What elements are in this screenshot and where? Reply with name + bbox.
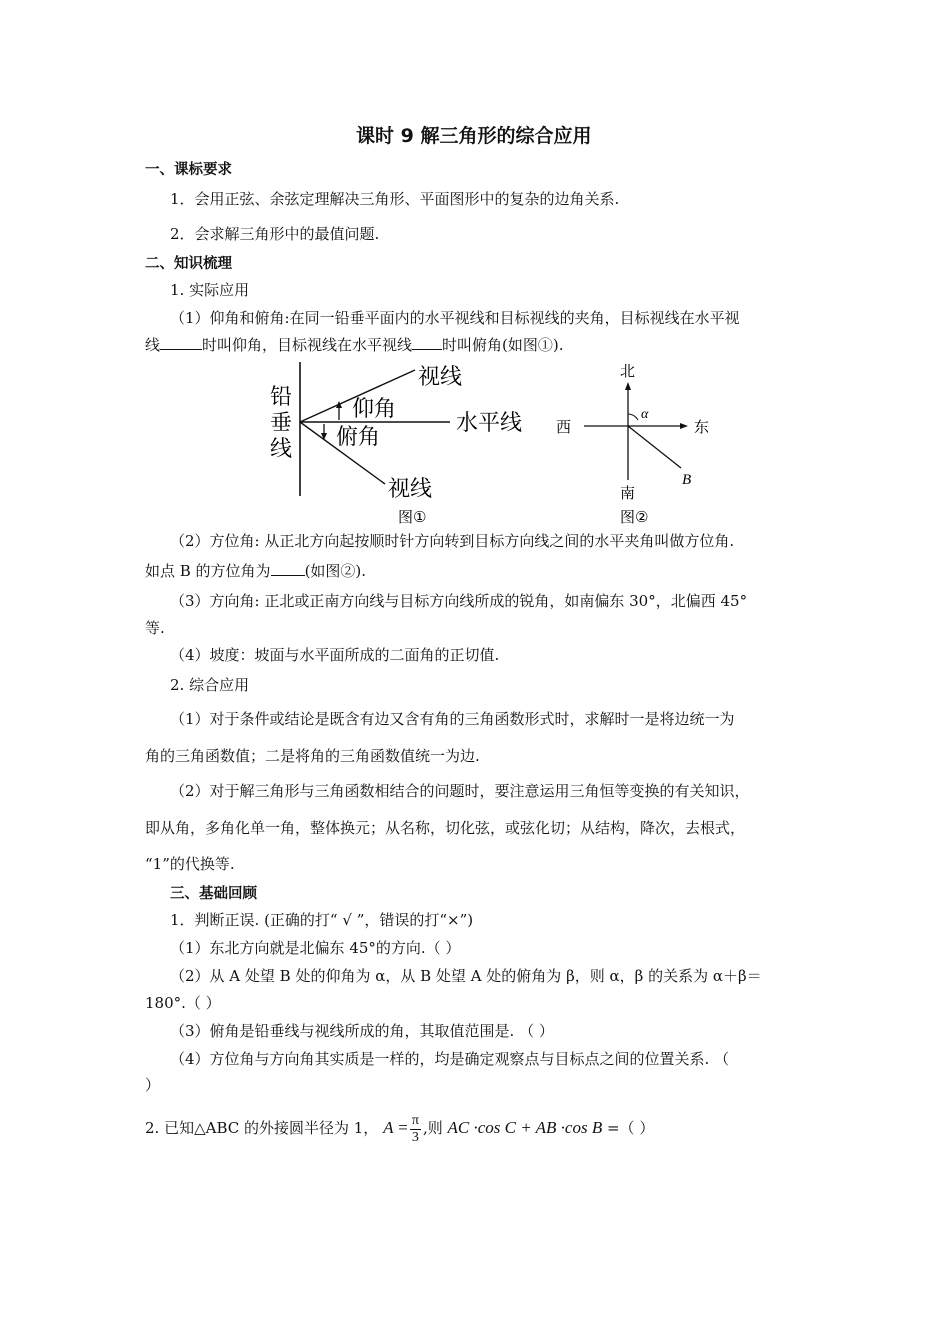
paragraph-slope: （4）坡度：坡面与水平面所成的二面角的正切值.	[170, 646, 500, 664]
paragraph-comp2-line2: 即从角，多角化单一角，整体换元；从名称，切化弦，或弦化切；从结构，降次，去根式，	[145, 819, 746, 837]
page-title: 课时 9 解三角形的综合应用	[356, 125, 592, 147]
paragraph-direction-line1: （3）方向角: 正北或正南方向线与目标方向线所成的锐角，如南偏东 30°，北偏西 45°	[170, 592, 748, 610]
subheading-comprehensive: 2. 综合应用	[170, 676, 250, 694]
requirement-item: 1．会用正弦、余弦定理解决三角形、平面图形中的复杂的边角关系.	[170, 190, 620, 208]
elevation-arrowhead	[336, 401, 342, 408]
question-1-1: （1）东北方向就是北偏东 45°的方向.（ ）	[170, 939, 461, 957]
east-label: 东	[694, 418, 710, 436]
direction-line-b	[628, 426, 681, 468]
west-label: 西	[556, 418, 572, 436]
alpha-arc	[628, 414, 638, 420]
depression-arrowhead	[321, 433, 327, 440]
requirement-item: 2．会求解三角形中的最值问题.	[170, 225, 380, 243]
alpha-label: α	[641, 407, 649, 422]
section-heading-knowledge: 二、知识梳理	[145, 256, 232, 272]
paragraph-direction-line2: 等.	[145, 619, 165, 637]
section-heading-review: 三、基础回顾	[170, 886, 257, 902]
fill-blank	[271, 561, 305, 576]
fill-blank	[160, 335, 202, 350]
paragraph-bearing-line2: 如点 B 的方位角为 (如图②).	[145, 562, 367, 580]
question-1-4-line2: ）	[145, 1076, 161, 1094]
math-expression: AC ·cos C + AB ·cos B	[447, 1118, 603, 1137]
elevation-label: 仰角	[352, 397, 397, 422]
figure-caption: 图①	[398, 508, 427, 526]
paragraph-comp2-line3: “1”的代换等.	[145, 855, 235, 873]
paragraph-bearing-line1: （2）方位角: 从正北方向起按顺时针方向转到目标方向线之间的水平夹角叫做方位角.	[170, 532, 735, 550]
horizontal-label: 水平线	[456, 411, 523, 436]
paragraph-elevation-line2: 线 时叫仰角，目标视线在水平视线 时叫俯角(如图①).	[145, 336, 564, 354]
north-arrowhead	[625, 382, 631, 390]
question-1-3: （3）俯角是铅垂线与视线所成的角，其取值范围是. （ ）	[170, 1022, 554, 1040]
figure-bearing	[548, 358, 728, 528]
paragraph-comp2-line1: （2）对于解三角形与三角函数相结合的问题时，要注意运用三角恒等变换的有关知识，	[170, 782, 750, 800]
section-heading-requirements: 一、课标要求	[145, 162, 232, 178]
vertical-label-1: 铅	[270, 385, 293, 410]
question-2: 2. 已知△ABC 的外接圆半径为 1， A = $\frac{\pi}{3}$ ,则 AC ·cos C + AB ·cos B =（ ）	[145, 1112, 655, 1145]
paragraph-comp1-line2: 角的三角函数值；二是将角的三角函数值统一为边.	[145, 747, 480, 765]
subheading-practical: 1. 实际应用	[170, 281, 250, 299]
question-1-4-line1: （4）方位角与方向角其实质是一样的，均是确定观察点与目标点之间的位置关系. （	[170, 1050, 730, 1068]
figure-caption: 图②	[620, 508, 649, 526]
paragraph-elevation-line1: （1）仰角和俯角:在同一铅垂平面内的水平视线和目标视线的夹角，目标视线在水平视	[170, 309, 740, 327]
question-1-2-line2: 180°.（ ）	[145, 994, 221, 1012]
fill-blank	[412, 335, 442, 350]
math-var-a: A	[383, 1118, 394, 1137]
point-b-label: B	[682, 472, 692, 488]
vertical-label-3: 线	[270, 437, 293, 462]
fraction-pi-over-3: $\frac{\pi}{3}$	[411, 1112, 419, 1145]
vertical-label-2: 垂	[270, 411, 293, 436]
sight-label-bottom: 视线	[388, 477, 433, 502]
east-arrowhead	[680, 423, 688, 429]
north-label: 北	[620, 362, 636, 380]
question-1: 1．判断正误. (正确的打“ √ ”，错误的打“×”)	[170, 911, 474, 929]
depression-label: 俯角	[336, 425, 381, 450]
figure-elevation-depression	[260, 358, 550, 528]
sight-label-top: 视线	[418, 365, 463, 390]
question-1-2-line1: （2）从 A 处望 B 处的仰角为 α，从 B 处望 A 处的俯角为 β，则 α，β 的关系为 α＋β＝	[170, 967, 762, 985]
paragraph-comp1-line1: （1）对于条件或结论是既含有边又含有角的三角函数形式时，求解时一是将边统一为	[170, 710, 735, 728]
south-label: 南	[620, 484, 636, 502]
